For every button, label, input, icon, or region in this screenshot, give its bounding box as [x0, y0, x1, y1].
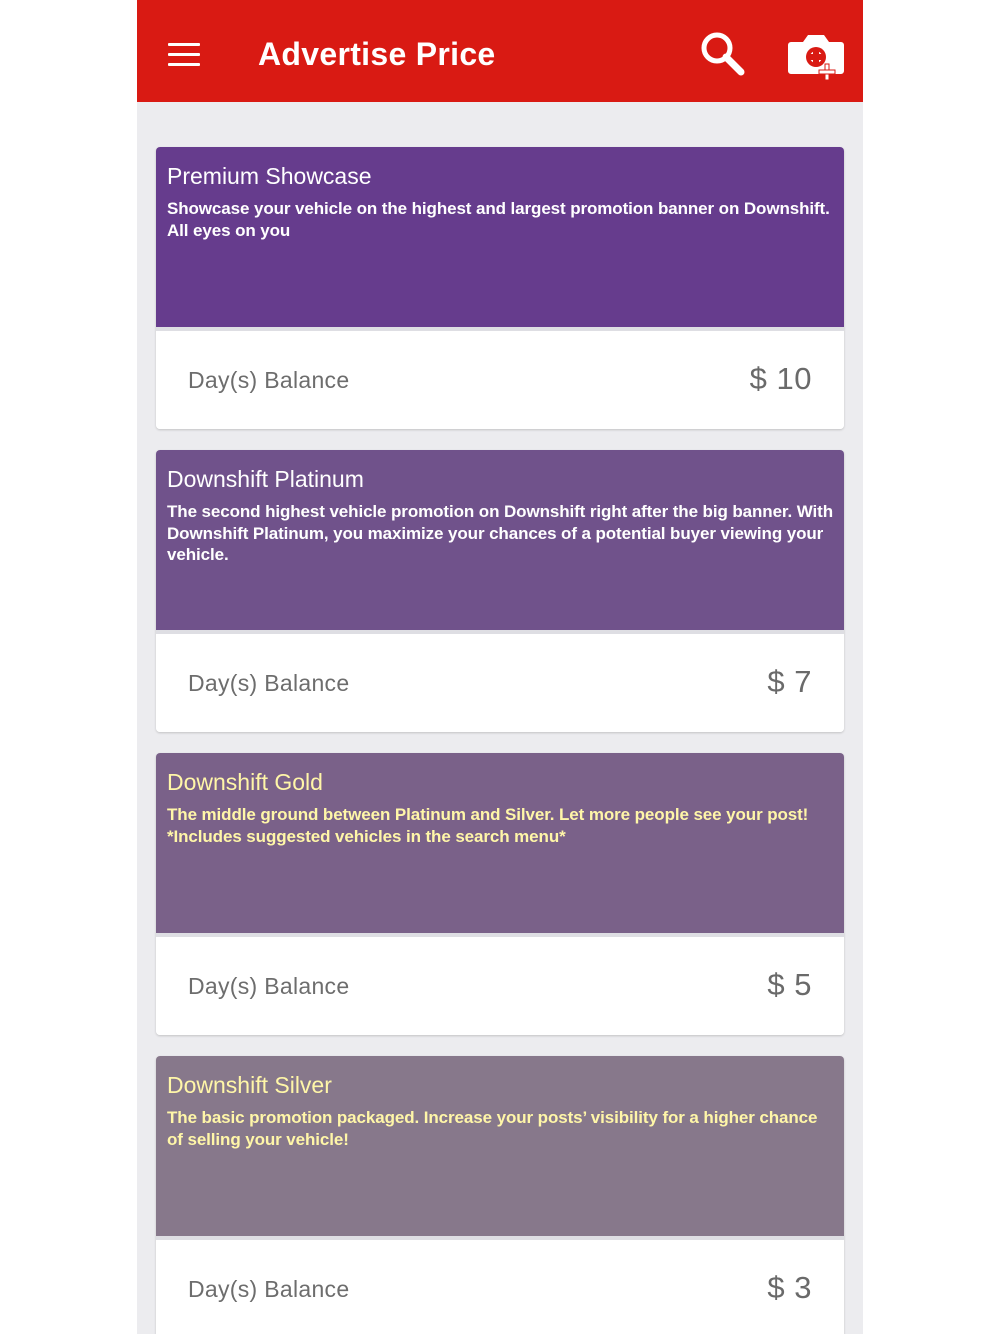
price-value: $ 10	[749, 361, 812, 396]
search-icon[interactable]	[697, 28, 749, 80]
card-footer	[156, 630, 844, 732]
card-title: Downshift Silver	[167, 1072, 332, 1098]
card-header	[156, 753, 844, 933]
price-value: $ 3	[767, 1270, 812, 1305]
price-card-premium-showcase[interactable]	[156, 147, 844, 429]
card-footer	[156, 1236, 844, 1334]
card-footer	[156, 933, 844, 1035]
balance-label: Day(s) Balance	[188, 367, 350, 393]
card-description: The middle ground between Platinum and Silver. Let more people see your post! *Includes suggested vehicles in the search menu*	[167, 805, 809, 846]
card-header	[156, 147, 844, 327]
card-footer	[156, 327, 844, 429]
card-title: Downshift Platinum	[167, 466, 364, 492]
card-description: The basic promotion packaged. Increase your posts’ visibility for a higher chance of selling your vehicle!	[167, 1108, 818, 1149]
app-bar	[137, 0, 863, 102]
app-screen	[137, 0, 863, 1334]
balance-label: Day(s) Balance	[188, 670, 350, 696]
price-value: $ 5	[767, 967, 812, 1002]
hamburger-menu-icon[interactable]	[163, 36, 207, 72]
card-header	[156, 450, 844, 630]
page-title: Advertise Price	[258, 36, 496, 72]
card-header	[156, 1056, 844, 1236]
balance-label: Day(s) Balance	[188, 1276, 350, 1302]
price-card-downshift-platinum[interactable]	[156, 450, 844, 732]
add-photo-camera-icon[interactable]	[787, 30, 845, 84]
card-title: Downshift Gold	[167, 769, 323, 795]
price-value: $ 7	[767, 664, 812, 699]
card-title: Premium Showcase	[167, 163, 372, 189]
price-card-list	[156, 147, 844, 1334]
card-description: Showcase your vehicle on the highest and largest promotion banner on Downshift. All eyes on you	[167, 199, 830, 240]
price-card-downshift-gold[interactable]	[156, 753, 844, 1035]
price-card-downshift-silver[interactable]	[156, 1056, 844, 1334]
card-description: The second highest vehicle promotion on Downshift right after the big banner. With Downshift Platinum, you maximize your chances of a potential buyer viewing your vehicle.	[167, 502, 834, 564]
balance-label: Day(s) Balance	[188, 973, 350, 999]
